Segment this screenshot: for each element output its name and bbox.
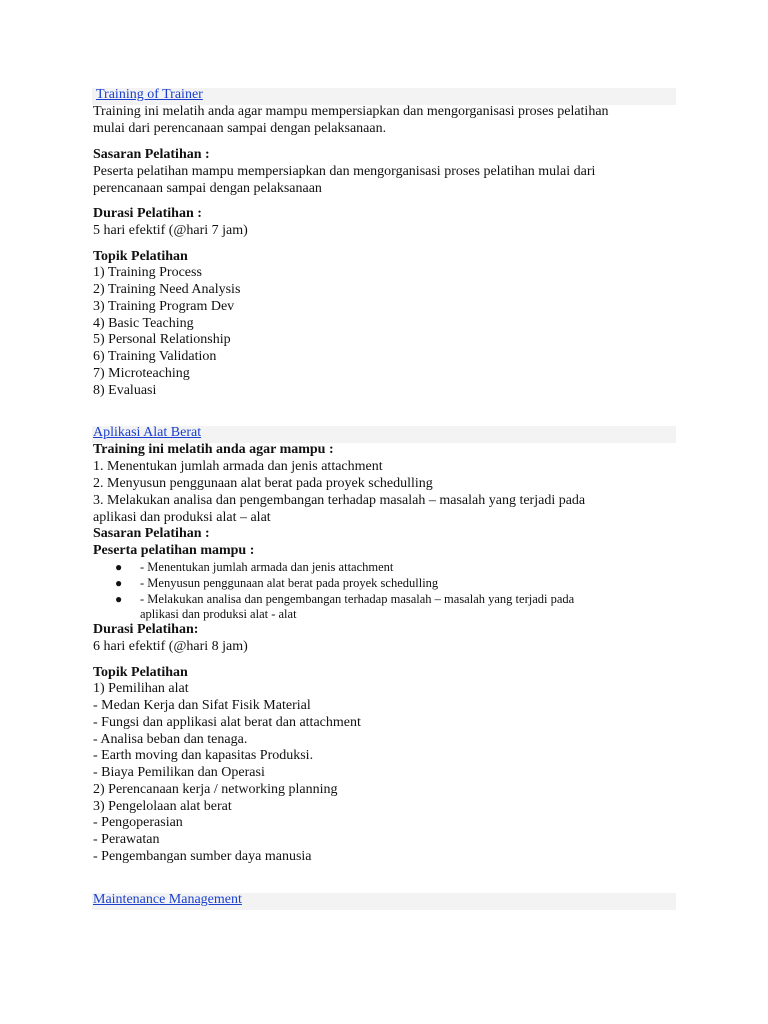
- s2-bullet-item-cont: aplikasi dan produksi alat - alat: [140, 607, 297, 621]
- s2-topik-item: - Fungsi dan applikasi alat berat dan attachment: [93, 715, 361, 730]
- section-header-aplikasi-alat-berat: [92, 426, 676, 443]
- s2-topik-item: - Pengembangan sumber daya manusia: [93, 849, 312, 864]
- s1-intro-line-1: Training ini melatih anda agar mampu mempersiapkan dan mengorganisasi proses pelatihan: [93, 104, 609, 119]
- s2-sasaran-heading: Sasaran Pelatihan :: [93, 526, 210, 541]
- s1-topik-item: 8) Evaluasi: [93, 383, 157, 398]
- s2-topik-heading: Topik Pelatihan: [93, 665, 188, 680]
- s1-topik-item: 2) Training Need Analysis: [93, 282, 241, 297]
- s2-topik-item: - Medan Kerja dan Sifat Fisik Material: [93, 698, 311, 713]
- s2-melatih-item: 1. Menentukan jumlah armada dan jenis attachment: [93, 459, 383, 474]
- s2-topik-item: - Perawatan: [93, 832, 160, 847]
- s1-topik-item: 3) Training Program Dev: [93, 299, 235, 314]
- s2-topik-item: - Earth moving dan kapasitas Produksi.: [93, 748, 314, 763]
- s1-sasaran-line-1: Peserta pelatihan mampu mempersiapkan dan mengorganisasi proses pelatihan mulai dari: [93, 164, 596, 179]
- s2-melatih-item: 2. Menyusun penggunaan alat berat pada proyek schedulling: [93, 476, 433, 491]
- s1-sasaran-line-2: perencanaan sampai dengan pelaksanaan: [93, 181, 322, 196]
- s2-topik-item: 2) Perencanaan kerja / networking planning: [93, 782, 338, 797]
- link-maintenance-management[interactable]: Maintenance Management: [93, 892, 242, 907]
- bullet-dot: ●: [115, 576, 123, 590]
- s1-sasaran-heading: Sasaran Pelatihan :: [93, 147, 210, 162]
- s2-topik-item: - Biaya Pemilikan dan Operasi: [93, 765, 265, 780]
- s1-durasi-heading: Durasi Pelatihan :: [93, 206, 202, 221]
- s2-durasi-heading: Durasi Pelatihan:: [93, 622, 199, 637]
- s1-topik-item: 7) Microteaching: [93, 366, 190, 381]
- s2-topik-item: 3) Pengelolaan alat berat: [93, 799, 232, 814]
- s1-topik-heading: Topik Pelatihan: [93, 249, 188, 264]
- s2-topik-item: - Analisa beban dan tenaga.: [93, 732, 248, 747]
- s1-topik-item: 1) Training Process: [93, 265, 202, 280]
- s2-topik-item: - Pengoperasian: [93, 815, 183, 830]
- link-training-of-trainer[interactable]: Training of Trainer: [96, 87, 203, 102]
- s2-topik-item: 1) Pemilihan alat: [93, 681, 189, 696]
- s2-peserta-heading: Peserta pelatihan mampu :: [93, 543, 255, 558]
- link-aplikasi-alat-berat[interactable]: Aplikasi Alat Berat: [93, 425, 202, 440]
- s1-durasi-value: 5 hari efektif (@hari 7 jam): [93, 223, 248, 238]
- section-header-training-of-trainer: [92, 88, 676, 105]
- s1-topik-item: 5) Personal Relationship: [93, 332, 231, 347]
- section-header-maintenance-management: [92, 893, 676, 910]
- s2-melatih-heading: Training ini melatih anda agar mampu :: [93, 442, 334, 457]
- s1-intro-line-2: mulai dari perencanaan sampai dengan pelaksanaan.: [93, 121, 387, 136]
- s2-bullet-item: - Melakukan analisa dan pengembangan terhadap masalah – masalah yang terjadi pada: [140, 592, 575, 606]
- bullet-dot: ●: [115, 592, 123, 606]
- s1-topik-item: 4) Basic Teaching: [93, 316, 194, 331]
- s2-melatih-item-cont: aplikasi dan produksi alat – alat: [93, 510, 271, 525]
- s2-durasi-value: 6 hari efektif (@hari 8 jam): [93, 639, 248, 654]
- bullet-dot: ●: [115, 560, 123, 574]
- s2-melatih-item: 3. Melakukan analisa dan pengembangan terhadap masalah – masalah yang terjadi pada: [93, 493, 586, 508]
- s1-topik-item: 6) Training Validation: [93, 349, 217, 364]
- s2-bullet-item: - Menentukan jumlah armada dan jenis attachment: [140, 560, 394, 574]
- s2-bullet-item: - Menyusun penggunaan alat berat pada proyek schedulling: [140, 576, 439, 590]
